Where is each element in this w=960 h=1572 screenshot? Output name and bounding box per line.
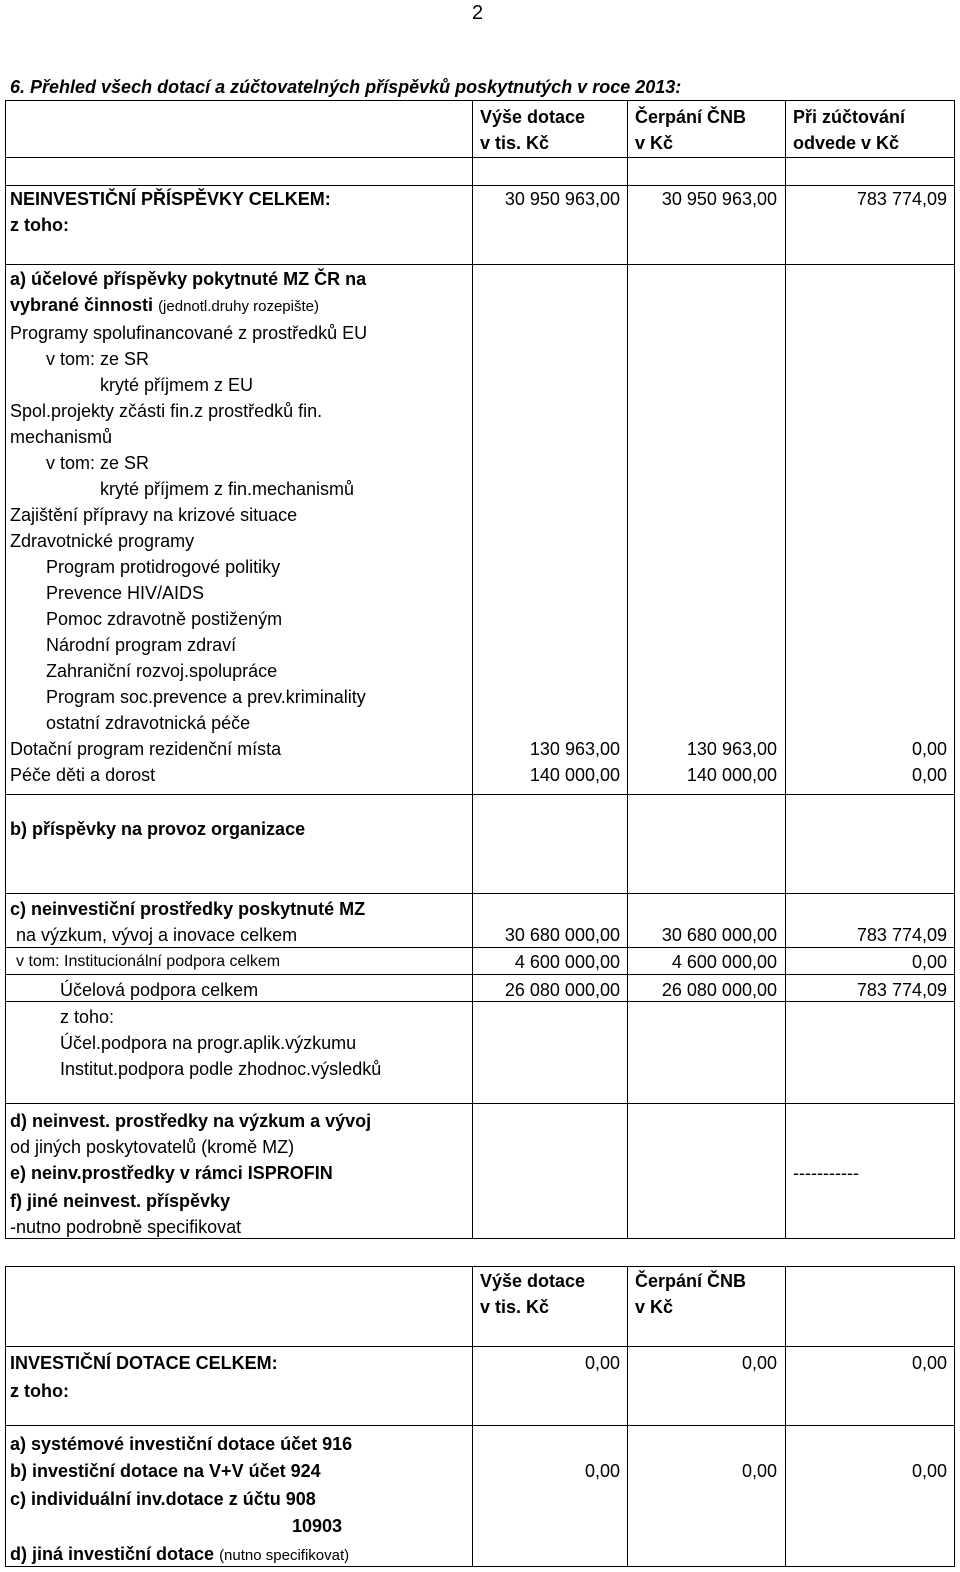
t1-inst-v3: 0,00: [911, 952, 947, 972]
t2-c-label: c) individuální inv.dotace z účtu 908: [10, 1489, 316, 1509]
section-title: 6. Přehled všech dotací a zúčtovatelných příspěvků poskytnutých v roce 2013:: [10, 77, 682, 97]
t1-ucel-v1: 26 080 000,00: [504, 980, 620, 1000]
t2-b-v1: 0,00: [584, 1461, 620, 1481]
t2-col1-header-line2: v tis. Kč: [480, 1297, 550, 1317]
table1-row-line: [5, 1103, 955, 1104]
table1-right-border: [954, 100, 955, 1239]
table2-col-divider-1: [472, 1266, 473, 1567]
t1-ucel-v2: 26 080 000,00: [661, 980, 777, 1000]
t1-pece-label: Péče děti a dorost: [10, 765, 156, 785]
t1-e-label: e) neinv.prostředky v rámci ISPROFIN: [10, 1163, 333, 1183]
t1-item: Program protidrogové politiky: [46, 557, 281, 577]
t1-item: mechanismů: [10, 427, 113, 447]
t1-item: Pomoc zdravotně postiženým: [46, 609, 283, 629]
t1-dotacni-v2: 130 963,00: [686, 739, 777, 759]
t1-e-v3: -----------: [793, 1163, 859, 1183]
t1-vyzkum-v3: 783 774,09: [856, 925, 947, 945]
t1-item: v tom: ze SR: [46, 349, 150, 369]
t1-item: Zajištění přípravy na krizové situace: [10, 505, 298, 525]
t1-ucel-v3: 783 774,09: [856, 980, 947, 1000]
t1-col3-header-line1: Při zúčtování: [793, 107, 906, 127]
t1-pece-v2: 140 000,00: [686, 765, 777, 785]
table1-row-line: [5, 893, 955, 894]
table1-row-line: [5, 264, 955, 265]
t1-ucel-label: Účelová podpora celkem: [60, 980, 259, 1000]
t1-total-v2: 30 950 963,00: [661, 189, 777, 209]
t1-vyzkum-v2: 30 680 000,00: [661, 925, 777, 945]
t2-col2-header-line2: v Kč: [635, 1297, 674, 1317]
t1-f-label2: -nutno podrobně specifikovat: [10, 1217, 242, 1237]
t1-item: Program soc.prevence a prev.kriminality: [46, 687, 366, 707]
t2-col1-header-line1: Výše dotace: [480, 1271, 586, 1291]
t1-a-line2-wrap: [10, 294, 319, 318]
t1-f-label1: f) jiné neinvest. příspěvky: [10, 1191, 231, 1211]
t1-item: Prevence HIV/AIDS: [46, 583, 205, 603]
table1-row-line: [5, 157, 955, 158]
table2-row-line: [5, 1346, 955, 1347]
t2-a-label: a) systémové investiční dotace účet 916: [10, 1434, 353, 1454]
table1-top-border: [5, 100, 955, 101]
t1-c-label: c) neinvestiční prostředky poskytnuté MZ: [10, 899, 366, 919]
t1-col1-header-line2: v tis. Kč: [480, 133, 550, 153]
t1-item: Zdravotnické programy: [10, 531, 195, 551]
t1-col2-header-line2: v Kč: [635, 133, 674, 153]
t2-b-v3: 0,00: [911, 1461, 947, 1481]
t1-total-label: NEINVESTIČNÍ PŘÍSPĚVKY CELKEM:: [10, 189, 331, 209]
t1-d-label2: od jiných poskytovatelů (kromě MZ): [10, 1137, 295, 1157]
t1-inst-v2: 4 600 000,00: [671, 952, 777, 972]
t1-total-v1: 30 950 963,00: [504, 189, 620, 209]
table2-top-border: [5, 1266, 955, 1267]
t1-inst-label: v tom: Institucionální podpora celkem: [16, 953, 281, 970]
table1-row-line: [5, 947, 955, 948]
t1-d-label1: d) neinvest. prostředky na výzkum a vývoj: [10, 1111, 372, 1131]
t1-inst-v1: 4 600 000,00: [514, 952, 620, 972]
t2-b-v2: 0,00: [741, 1461, 777, 1481]
table2-col-divider-3: [785, 1266, 786, 1567]
t1-a-line2-note: (jednotl.druhy rozepište): [158, 298, 319, 315]
t1-item: v tom: ze SR: [46, 453, 150, 473]
t1-a-line2: vybrané činnosti: [10, 295, 154, 315]
table1-row-line: [5, 974, 955, 975]
t2-col2-header-line1: Čerpání ČNB: [635, 1271, 747, 1291]
table1-row-line: [5, 185, 955, 186]
t1-item: kryté příjmem z fin.mechanismů: [100, 479, 355, 499]
table1-left-border: [5, 100, 6, 1239]
t2-c-number: 10903: [292, 1516, 343, 1536]
t1-item: Programy spolufinancované z prostředků EU: [10, 323, 368, 343]
t1-dotacni-label: Dotační program rezidenční místa: [10, 739, 282, 759]
t1-dotacni-v1: 130 963,00: [529, 739, 620, 759]
t1-institut-podpora: Institut.podpora podle zhodnoc.výsledků: [60, 1059, 382, 1079]
t1-col3-header-line2: odvede v Kč: [793, 133, 900, 153]
t1-pece-v1: 140 000,00: [529, 765, 620, 785]
t1-item: Zahraniční rozvoj.spolupráce: [46, 661, 278, 681]
t1-vyzkum-v1: 30 680 000,00: [504, 925, 620, 945]
table1-row-line: [5, 1001, 955, 1002]
t2-total-label: INVESTIČNÍ DOTACE CELKEM:: [10, 1353, 278, 1373]
t1-total-v3: 783 774,09: [856, 189, 947, 209]
table2-left-border: [5, 1266, 6, 1567]
table2-col-divider-2: [627, 1266, 628, 1567]
t2-d-wrap: [10, 1543, 349, 1567]
table1-col-divider-1: [472, 100, 473, 1239]
table1-col-divider-3: [785, 100, 786, 1239]
t1-ucel-podpora: Účel.podpora na progr.aplik.výzkumu: [60, 1033, 357, 1053]
t1-col2-header-line1: Čerpání ČNB: [635, 107, 747, 127]
t2-d-note: (nutno specifikovat): [219, 1547, 350, 1564]
t1-ucel-z-toho: z toho:: [60, 1007, 115, 1027]
t1-a-line1: a) účelové příspěvky pokytnuté MZ ČR na: [10, 269, 367, 289]
t1-z-toho: z toho:: [10, 215, 69, 235]
t2-z-toho: z toho:: [10, 1381, 69, 1401]
table1-row-line: [5, 794, 955, 795]
t1-item: Národní program zdraví: [46, 635, 237, 655]
t1-vyzkum-label: na výzkum, vývoj a inovace celkem: [16, 925, 298, 945]
table1-col-divider-2: [627, 100, 628, 1239]
t1-dotacni-v3: 0,00: [911, 739, 947, 759]
t1-b-label: b) příspěvky na provoz organizace: [10, 819, 306, 839]
t2-total-v1: 0,00: [584, 1353, 620, 1373]
t2-total-v3: 0,00: [911, 1353, 947, 1373]
table2-right-border: [954, 1266, 955, 1567]
t1-item: kryté příjmem z EU: [100, 375, 254, 395]
t2-d-label: d) jiná investiční dotace: [10, 1544, 215, 1564]
page-number: 2: [472, 2, 484, 24]
t2-total-v2: 0,00: [741, 1353, 777, 1373]
t1-col1-header-line1: Výše dotace: [480, 107, 586, 127]
table2-row-line: [5, 1425, 955, 1426]
t1-item: ostatní zdravotnická péče: [46, 713, 251, 733]
t2-b-label: b) investiční dotace na V+V účet 924: [10, 1461, 321, 1481]
t1-pece-v3: 0,00: [911, 765, 947, 785]
t1-item: Spol.projekty zčásti fin.z prostředků fin.: [10, 401, 323, 421]
table1-bottom-border: [5, 1238, 955, 1239]
